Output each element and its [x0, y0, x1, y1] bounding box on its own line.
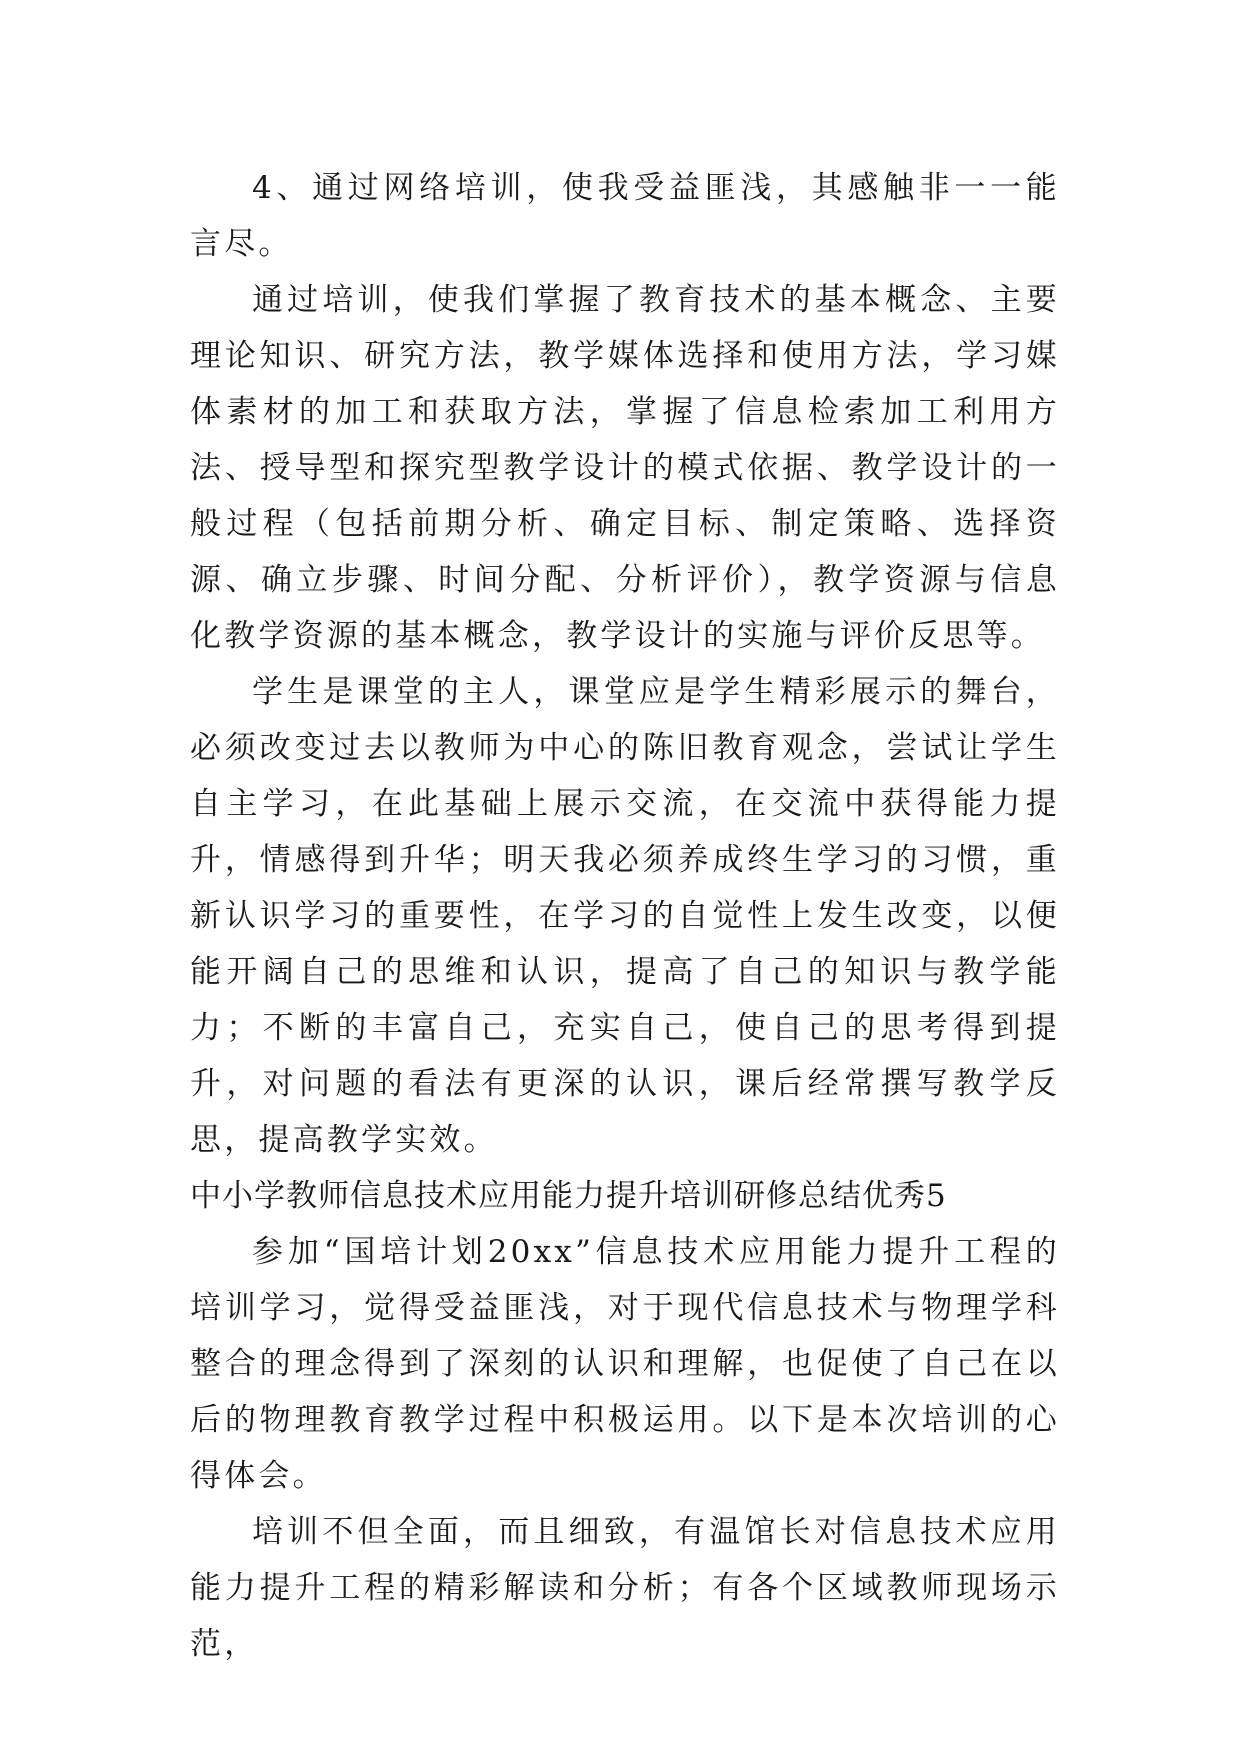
- paragraph-point-4: 4、通过网络培训，使我受益匪浅，其感触非一一能言尽。: [190, 170, 1060, 262]
- section-title: 中小学教师信息技术应用能力提升培训研修总结优秀5: [190, 1178, 947, 1214]
- document-body: [190, 160, 1060, 1672]
- paragraph-training-content: 通过培训，使我们掌握了教育技术的基本概念、主要理论知识、研究方法，教学媒体选择和使用方法，学习媒体素材的加工和获取方法，掌握了信息检索加工利用方法、授导型和探究型教学设计的模式依据、教学设计的一般过程（包括前期分析、确定目标、制定策略、选择资源、确立步骤、时间分配、分析评价），教学资源与信息化教学资源的基本概念，教学设计的实施与评价反思等。: [190, 282, 1060, 654]
- paragraph-national-training: 参加“国培计划20xx”信息技术应用能力提升工程的培训学习，觉得受益匪浅，对于现代信息技术与物理学科整合的理念得到了深刻的认识和理解，也促使了自己在以后的物理教育教学过程中积极运用。以下是本次培训的心得体会。: [190, 1234, 1060, 1494]
- paragraph-student-centered: 学生是课堂的主人，课堂应是学生精彩展示的舞台，必须改变过去以教师为中心的陈旧教育观念，尝试让学生自主学习，在此基础上展示交流，在交流中获得能力提升，情感得到升华；明天我必须养成终生学习的习惯，重新认识学习的重要性，在学习的自觉性上发生改变，以便能开阔自己的思维和认识，提高了自己的知识与教学能力；不断的丰富自己，充实自己，使自己的思考得到提升，对问题的看法有更深的认识，课后经常撰写教学反思，提高教学实效。: [190, 674, 1060, 1158]
- paragraph-training-detail: 培训不但全面，而且细致，有温馆长对信息技术应用能力提升工程的精彩解读和分析；有各个区域教师现场示范，: [190, 1514, 1060, 1662]
